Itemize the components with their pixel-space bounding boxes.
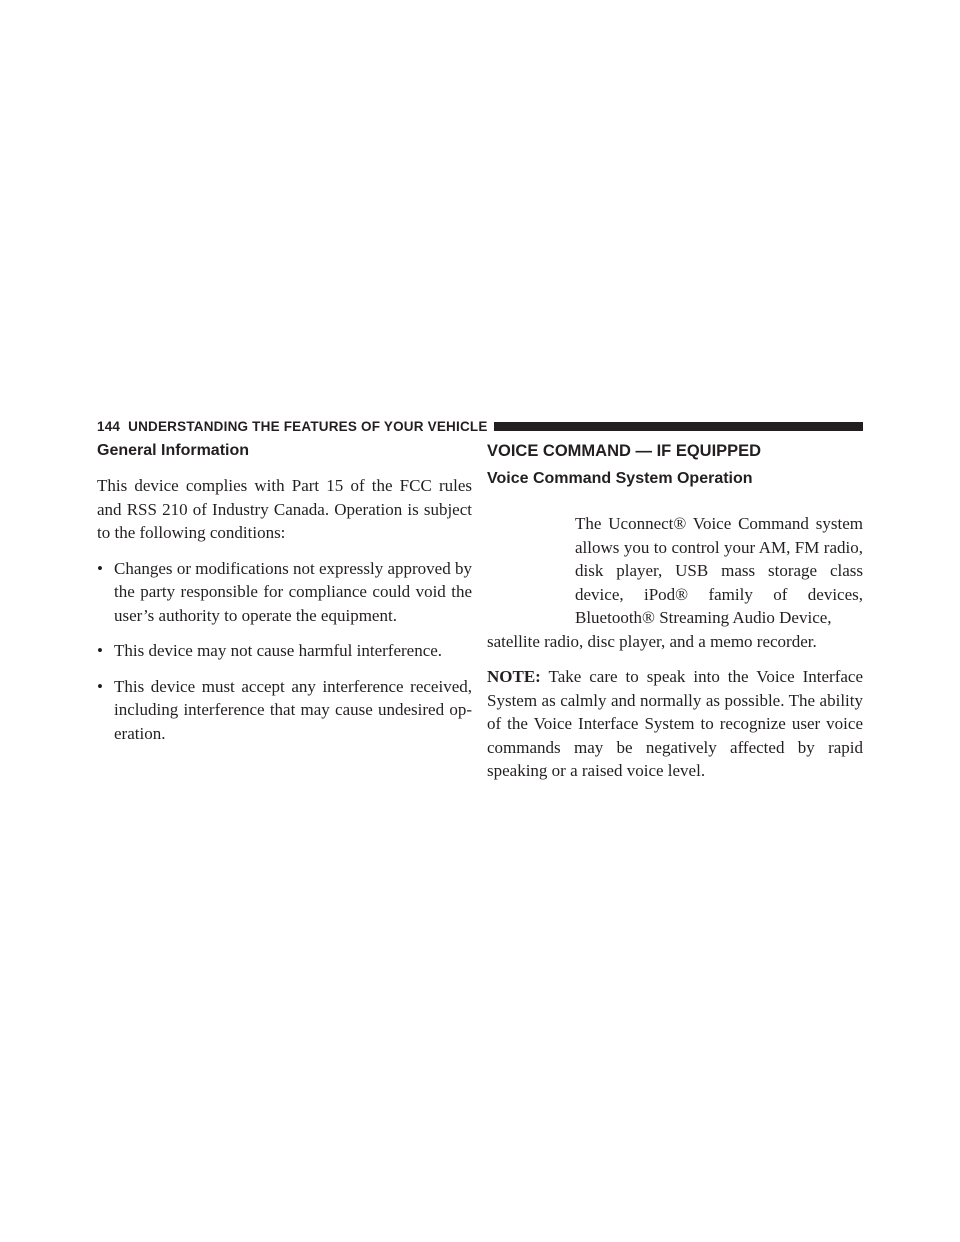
list-item [97, 557, 472, 628]
left-column [97, 440, 472, 745]
voice-command-intro [487, 512, 863, 630]
list-item-text: Changes or modifications not expressly approved by the party responsible for compliance could void the user’s authority to operate the equipment. [114, 558, 472, 625]
bullet-icon: • [97, 558, 103, 578]
right-column [487, 440, 863, 783]
conditions-list [97, 557, 472, 746]
list-item-text: This device may not cause harmful interference. [114, 641, 443, 660]
list-item [97, 675, 472, 746]
icon-placeholder [487, 512, 575, 606]
list-item-text: This device must accept any interference received, including interference that may cause undesired op-eration. [114, 676, 472, 743]
note-paragraph [487, 665, 863, 783]
general-information-heading: General Information [97, 442, 250, 459]
note-label: NOTE: [487, 667, 541, 686]
list-item [97, 639, 472, 663]
bullet-icon: • [97, 676, 103, 696]
header-rule [494, 422, 863, 431]
bullet-icon: • [97, 641, 103, 660]
note-text: Take care to speak into the Voice Interface System as calmly and normally as possible. The ability of the Voice Interface System to recognize user voice commands may be negatively affected by rapid speaking or a raised voice level. [487, 667, 863, 780]
voice-command-intro-tail: satellite radio, disc player, and a memo recorder. [487, 631, 817, 651]
page-number: 144 [97, 418, 121, 434]
voice-command-operation-heading: Voice Command System Operation [487, 470, 753, 487]
voice-command-intro-text: The Uconnect® Voice Command system allows you to control your AM, FM radio, disk player, USB mass storage class device, iPod® family of devices, Bluetooth® Streaming Audio Device, [575, 514, 863, 627]
voice-command-heading: VOICE COMMAND — IF EQUIPPED [487, 442, 762, 460]
section-title: UNDERSTANDING THE FEATURES OF YOUR VEHICLE [128, 418, 488, 434]
intro-paragraph: This device complies with Part 15 of the FCC rules and RSS 210 of Industry Canada. Operation is subject to the following conditions: [97, 476, 472, 542]
page-header [97, 416, 863, 436]
